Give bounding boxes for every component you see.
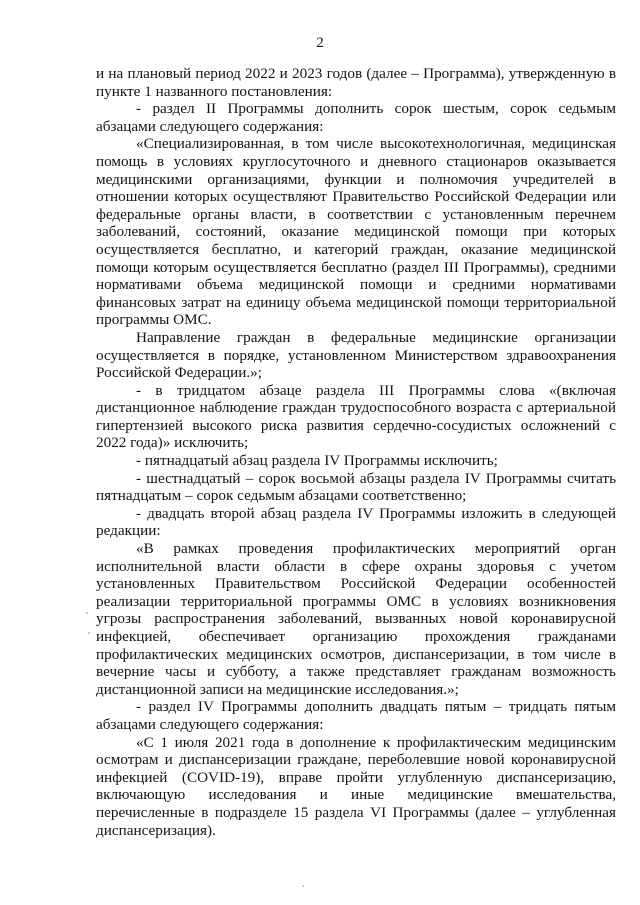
paragraph-section-4-addition: - раздел IV Программы дополнить двадцать пятым – тридцать пятым абзацами следующего содержания: bbox=[96, 698, 616, 733]
paragraph-referral: Направление граждан в федеральные медицинские организации осуществляется в порядке, установленном Министерством здравоохранения Российской Федерации.»; bbox=[96, 328, 616, 382]
document-body bbox=[96, 65, 616, 839]
paragraph-exclude-15th: - пятнадцатый абзац раздела IV Программы исключить; bbox=[136, 452, 498, 470]
paragraph-amend-section-2: - раздел II Программы дополнить сорок шестым, сорок седьмым абзацами следующего содержания: bbox=[96, 100, 616, 135]
scan-speck bbox=[88, 632, 90, 634]
paragraph-specialized-care: «Специализированная, в том числе высокотехнологичная, медицинская помощь в условиях круглосуточного и дневного стационаров оказывается медицинскими организациями, функции и полномочия учредителей в отношении которых осуществляют Правительство Российской Федерации или федеральные органы власти, в соответствии с установленным перечнем заболеваний, состояний, оказание медицинской помощи при которых осуществляется бесплатно, и категорий граждан, оказание медицинской помощи которым осуществляется бесплатно (раздел III Программы), средними нормативами объема медицинской помощи и средними нормативами финансовых затрат на единицу объема медицинской помощи территориальной программы ОМС. bbox=[96, 135, 616, 329]
scan-speck bbox=[302, 885, 304, 887]
page-number: 2 bbox=[316, 35, 324, 51]
paragraph-in-depth-screening: «С 1 июля 2021 года в дополнение к профилактическим медицинским осмотрам и диспансеризации граждане, переболевшие новой коронавирусной инфекцией (COVID-19), вправе пройти углубленную диспансеризацию, включающую исследования и иные медицинские вмешательства, перечисленные в подразделе 15 раздела VI Программы (далее – углубленная диспансеризация). bbox=[96, 733, 616, 839]
paragraph-22nd-new-edition: - двадцать второй абзац раздела IV Программы изложить в следующей редакции: bbox=[96, 504, 616, 540]
paragraph-continuation: и на плановый период 2022 и 2023 годов (далее – Программа), утвержденную в пункте 1 названного постановления: bbox=[96, 65, 616, 100]
paragraph-renumber: - шестнадцатый – сорок восьмой абзацы раздела IV Программы считать пятнадцатым – сорок седьмым абзацами соответственно; bbox=[96, 469, 616, 505]
paragraph-section-3-amendment: - в тридцатом абзаце раздела III Программы слова «(включая дистанционное наблюдение граждан трудоспособного возраста с артериальной гипертензией высокого риска развития сердечно-сосудистых осложнений с 2022 года)» исключить; bbox=[96, 381, 616, 452]
scan-speck bbox=[86, 612, 88, 614]
paragraph-preventive-measures: «В рамках проведения профилактических мероприятий орган исполнительной власти области в сфере охраны здоровья с учетом установленных Правительством Российской Федерации особенностей реализации территориальной программы ОМС в условиях возникновения угрозы распространения заболеваний, вызванных новой коронавирусной инфекцией, обеспечивает организацию прохождения гражданами профилактических медицинских осмотров, диспансеризации, в том числе в вечерние часы и субботу, а также представляет гражданам возможность дистанционной записи на медицинские исследования.»; bbox=[96, 540, 616, 698]
